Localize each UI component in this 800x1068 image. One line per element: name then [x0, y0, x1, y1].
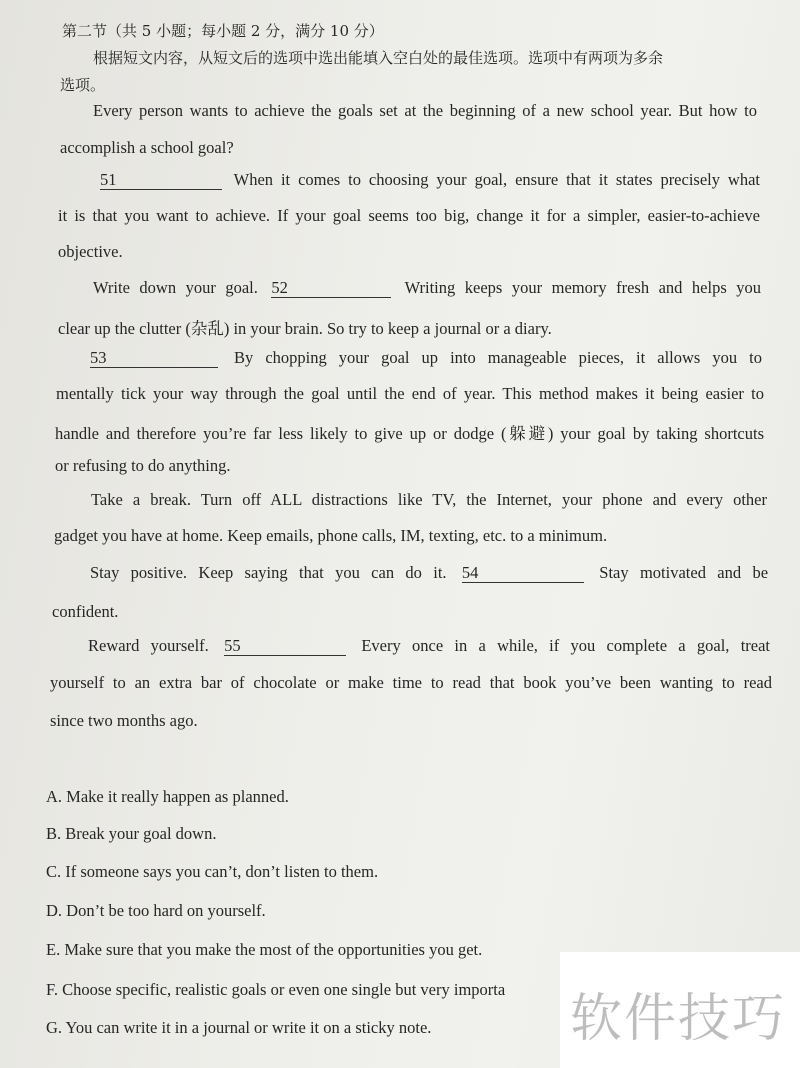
option-c: C. If someone says you can’t, don’t listen to them.	[46, 862, 379, 881]
watermark-overlay	[560, 952, 800, 1068]
blank-52: 52	[271, 279, 391, 298]
passage-text: Every once in a while, if you complete a goal, treat	[361, 636, 771, 655]
blank-55: 55	[224, 637, 346, 656]
passage-line: confident.	[52, 602, 119, 621]
passage-line: it is that you want to achieve. If your goal seems too big, change it for a simpler, easier-to-achieve	[58, 206, 760, 225]
option-b: B. Break your goal down.	[46, 824, 217, 843]
passage-text: Writing keeps your memory fresh and helps you	[404, 278, 762, 297]
section-title: 第二节（共 5 小题；每小题 2 分，满分 10 分）	[62, 22, 384, 40]
blank-54: 54	[462, 564, 584, 583]
passage-line-with-blank	[90, 348, 762, 368]
instruction-line-1: 根据短文内容，从短文后的选项中选出能填入空白处的最佳选项。选项中有两项为多余	[93, 49, 664, 67]
passage-line: since two months ago.	[50, 711, 198, 730]
passage-line: or refusing to do anything.	[55, 456, 231, 475]
passage-line-with-blank	[88, 636, 770, 656]
passage-text: When it comes to choosing your goal, ensure that it states precisely what	[233, 170, 761, 189]
passage-line-with-blank	[93, 278, 761, 298]
option-a: A. Make it really happen as planned.	[46, 787, 289, 806]
passage-text: By chopping your goal up into manageable pieces, it allows you to	[234, 348, 763, 367]
blank-53: 53	[90, 349, 218, 368]
instruction-line-2: 选项。	[60, 76, 106, 94]
passage-line: clear up the clutter (杂乱) in your brain. So try to keep a journal or a diary.	[58, 319, 552, 338]
passage-text: Stay motivated and be	[599, 563, 769, 582]
passage-text: Write down your goal.	[93, 278, 258, 297]
option-f: F. Choose specific, realistic goals or even one single but very importa	[46, 980, 506, 999]
option-e: E. Make sure that you make the most of the opportunities you get.	[46, 940, 483, 959]
passage-line: Take a break. Turn off ALL distractions like TV, the Internet, your phone and every other	[91, 490, 767, 509]
passage-line-with-blank	[90, 563, 768, 583]
passage-text: Reward yourself.	[88, 636, 209, 655]
option-g: G. You can write it in a journal or write it on a sticky note.	[46, 1018, 432, 1037]
passage-line: accomplish a school goal?	[60, 138, 234, 157]
passage-line-with-blank	[100, 170, 760, 190]
passage-line: Every person wants to achieve the goals set at the beginning of a new school year. But how to	[93, 101, 757, 120]
watermark-text: 软件技巧	[570, 989, 787, 1049]
option-d: D. Don’t be too hard on yourself.	[46, 901, 266, 920]
blank-51: 51	[100, 171, 222, 190]
passage-line: handle and therefore you’re far less likely to give up or dodge (躲避) your goal by taking shortcuts	[55, 424, 764, 443]
passage-line: gadget you have at home. Keep emails, phone calls, IM, texting, etc. to a minimum.	[54, 526, 608, 545]
passage-line: yourself to an extra bar of chocolate or make time to read that book you’ve been wanting to read	[50, 673, 772, 692]
passage-line: mentally tick your way through the goal until the end of year. This method makes it being easier to	[56, 384, 764, 403]
passage-text: Stay positive. Keep saying that you can do it.	[90, 563, 447, 582]
passage-line: objective.	[58, 242, 123, 261]
